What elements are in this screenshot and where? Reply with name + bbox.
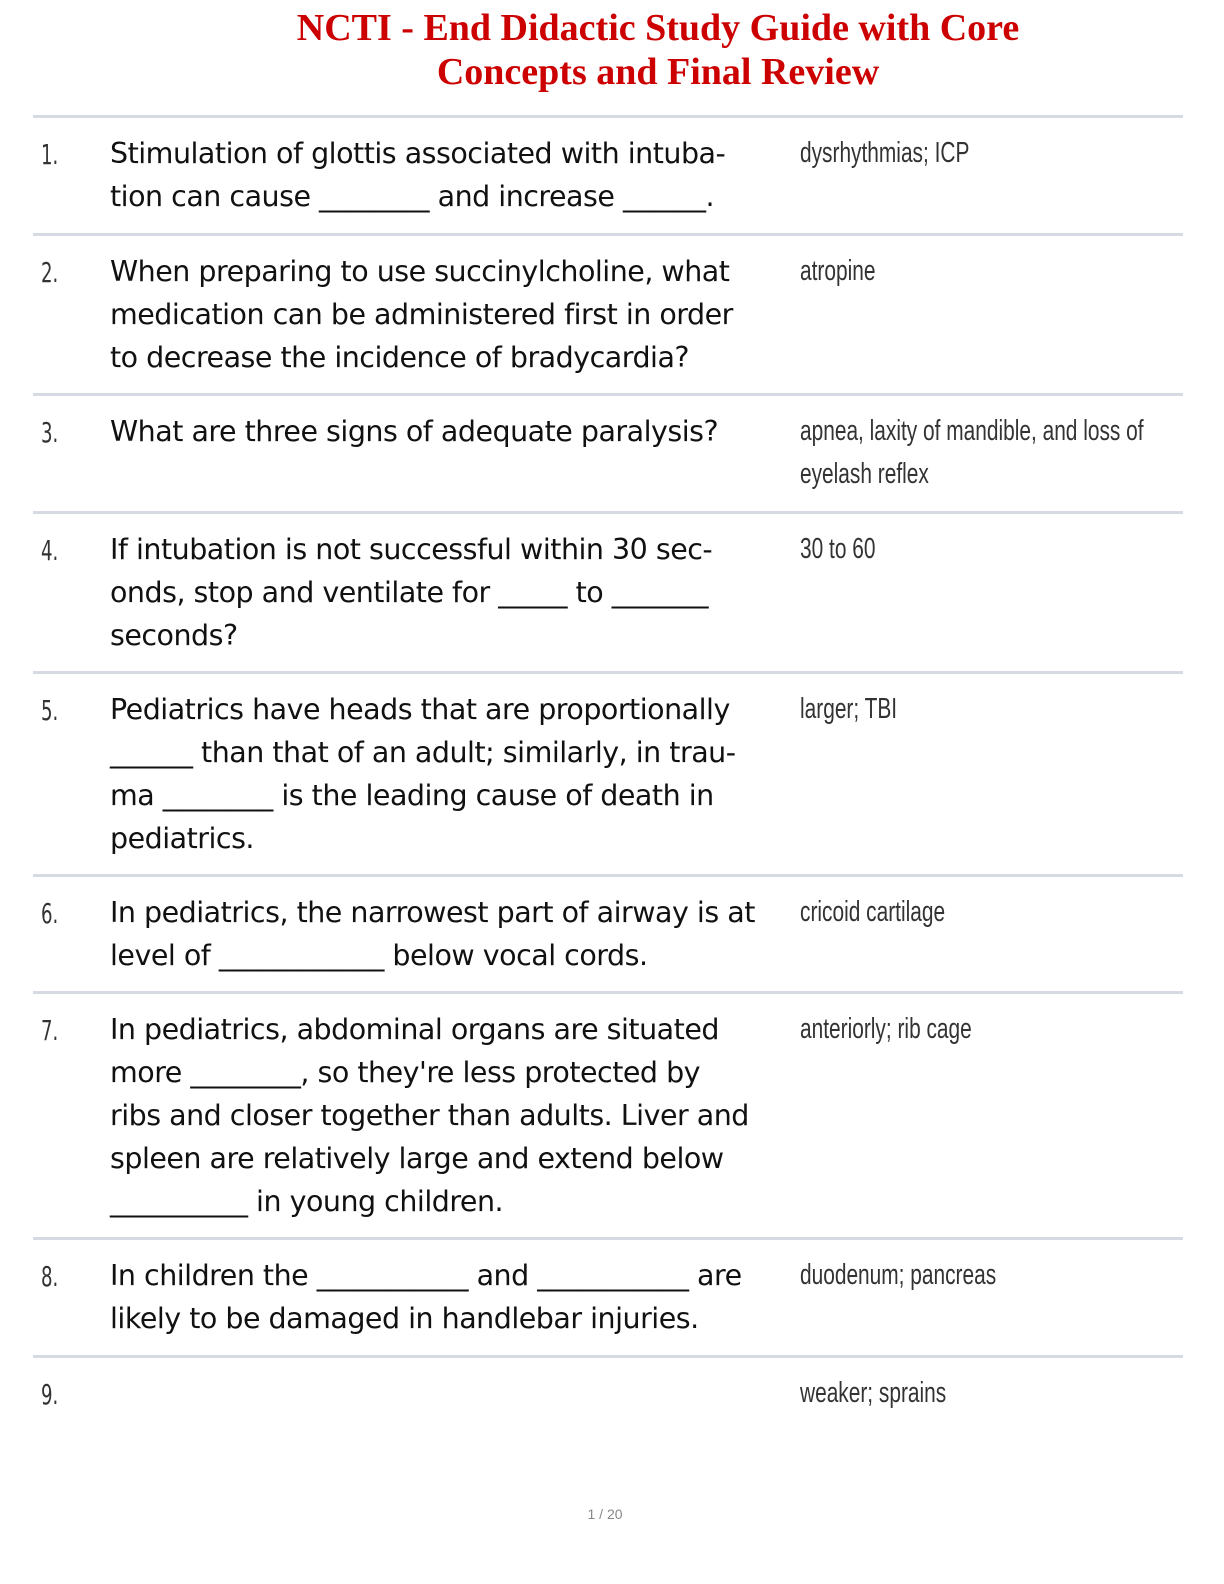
answer-text: larger; TBI (800, 693, 898, 725)
question-text: Pediatrics have heads that are proportionally ______ than that of an adult; similarly, in trau- ma ________ is the leading cause of death in pediatrics. (110, 693, 736, 855)
title-line-2: Concepts and Final Review (436, 51, 880, 93)
answer-text: atropine (800, 255, 876, 287)
question-text: Stimulation of glottis associated with intuba- tion can cause ________ and increase ______. (110, 137, 726, 213)
item-number: 1. (41, 138, 59, 171)
answer-text: apnea, laxity of mandible, and loss of eyelash reflex (800, 415, 1144, 490)
item-number: 3. (41, 416, 59, 449)
study-item (33, 233, 1183, 396)
item-number: 9. (41, 1378, 59, 1411)
answer-text: cricoid cartilage (800, 896, 946, 928)
study-item (33, 991, 1183, 1240)
answer-text: duodenum; pancreas (800, 1259, 997, 1291)
item-number: 7. (41, 1014, 59, 1047)
question-text: When preparing to use succinylcholine, what medication can be administered first in order to decrease the incidence of bradycardia? (110, 255, 733, 374)
study-item (33, 393, 1183, 514)
study-item (33, 1237, 1183, 1358)
answer-text: dysrhythmias; ICP (800, 137, 970, 169)
page-indicator: 1 / 20 (587, 1506, 623, 1522)
question-text: In pediatrics, the narrowest part of airway is at level of ____________ below vocal cords. (110, 896, 755, 972)
study-item (33, 874, 1183, 994)
title-line-1: NCTI - End Didactic Study Guide with Core (296, 7, 1020, 49)
question-text: In children the ___________ and ___________ are likely to be damaged in handlebar injuries. (110, 1259, 742, 1335)
item-number: 4. (41, 534, 59, 567)
item-number: 6. (41, 897, 59, 930)
answer-text: weaker; sprains (800, 1377, 947, 1409)
answer-text: anteriorly; rib cage (800, 1013, 972, 1045)
item-number: 8. (41, 1260, 59, 1293)
question-text: If intubation is not successful within 30 sec- onds, stop and ventilate for _____ to _______ seconds? (110, 533, 713, 652)
document-title (0, 6, 1224, 94)
item-number: 2. (41, 256, 59, 289)
question-text: What are three signs of adequate paralysis? (110, 415, 719, 448)
study-item (33, 1355, 1183, 1458)
question-text: In pediatrics, abdominal organs are situated more ________, so they're less protected by ribs and closer together than adults. Liver and spleen are relatively large and extend below __________ in young children. (110, 1013, 749, 1218)
answer-text: 30 to 60 (800, 533, 876, 565)
study-item (33, 115, 1183, 236)
study-item (33, 511, 1183, 674)
study-item (33, 671, 1183, 877)
item-number: 5. (41, 694, 59, 727)
